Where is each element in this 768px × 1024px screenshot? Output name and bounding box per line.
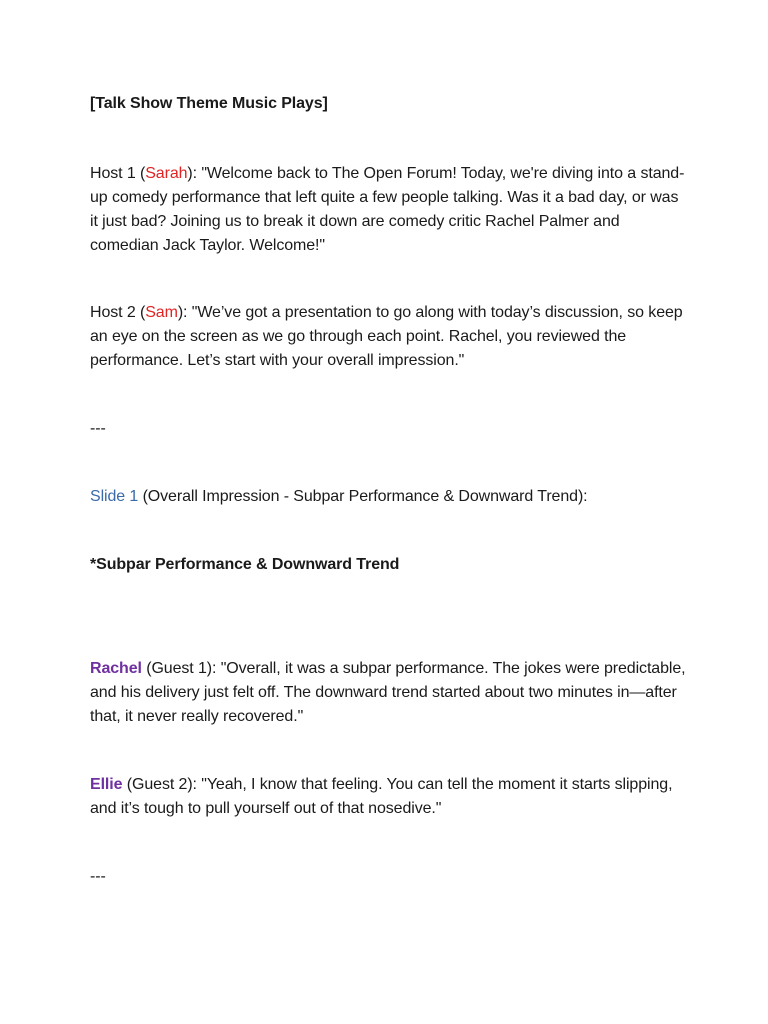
ellie-dialogue: (Guest 2): "Yeah, I know that feeling. You can tell the moment it starts slipping, and it’s tough to pull yourself out of that nosedive.": [90, 776, 673, 817]
scene-direction-title: [Talk Show Theme Music Plays]: [90, 95, 328, 112]
host1-paragraph: [90, 162, 690, 258]
slide1-paragraph: [90, 485, 588, 509]
host2-dialogue: ): "We’ve got a presentation to go along with today’s discussion, so keep an eye on the screen as we go through each point. Rachel, you reviewed the performance. Let’s start with your overall impression.": [90, 304, 683, 369]
separator-2: ---: [90, 868, 106, 885]
ellie-name: Ellie: [90, 776, 123, 793]
host2-name: Sam: [145, 304, 178, 321]
slide1-description: (Overall Impression - Subpar Performance & Downward Trend):: [138, 488, 588, 505]
rachel-dialogue: (Guest 1): "Overall, it was a subpar performance. The jokes were predictable, and his delivery just felt off. The downward trend started about two minutes in—after that, it never really recovered.": [90, 660, 686, 725]
rachel-paragraph: [90, 657, 690, 729]
host1-dialogue: ): "Welcome back to The Open Forum! Today, we're diving into a stand-up comedy performance that left quite a few people talking. Was it a bad day, or was it just bad? Joining us to break it down are comedy critic Rachel Palmer and comedian Jack Taylor. Welcome!": [90, 165, 685, 254]
host2-paragraph: [90, 301, 690, 373]
rachel-name: Rachel: [90, 660, 142, 677]
ellie-paragraph: [90, 773, 690, 821]
host1-name: Sarah: [145, 165, 188, 182]
host1-prefix: Host 1 (: [90, 165, 146, 182]
separator-1: ---: [90, 420, 106, 437]
slide1-subheading: *Subpar Performance & Downward Trend: [90, 556, 400, 573]
host2-prefix: Host 2 (: [90, 304, 146, 321]
slide1-label: Slide 1: [90, 488, 139, 505]
